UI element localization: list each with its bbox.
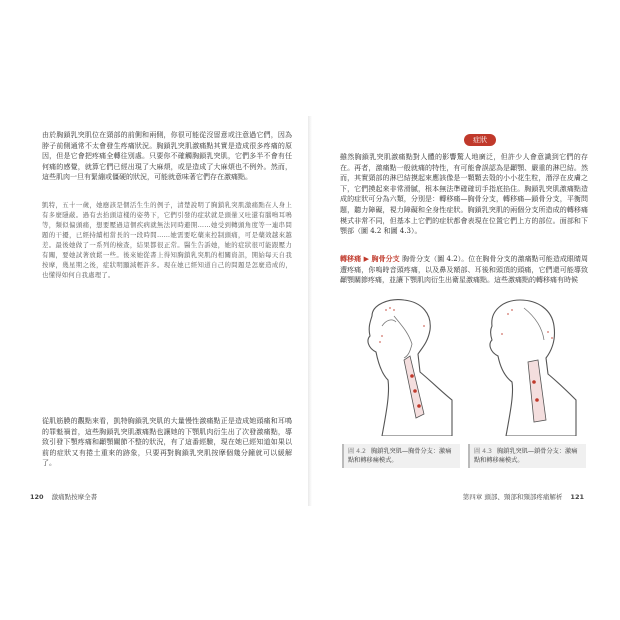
figure-4-2-caption [342, 444, 460, 468]
figure-4-2-illustration [342, 296, 462, 436]
right-paragraph-2-text: 胸骨分支（圖 4.2）。位在胸骨分支的激痛點可能造成眼睛周遭疼痛，你嗚時音頭疼痛，以及鼻及額部、耳後和頭頂的頭痛，它們還可能導致顳顎關節疼痛，並讓下顎肌肉衍生出衛星激痛點。這些激痛點的轉移痛有時候 [340, 255, 588, 285]
book-spread [22, 116, 598, 506]
trigger-point-marker [413, 389, 417, 393]
symptoms-badge: 症狀 [464, 134, 496, 146]
right-paragraph-1: 雖然胸鎖乳突肌激痛點對人體的影響驚人地廣泛，但許少人會意識到它們的存在。再者，激痛點一般就痛的特性，有可能會誤認為是顳顎、嚴重的淋巴結。然而，其實頸部的淋巴結摸起來應該像是一顆顆去殼的小小花生粒，潛浮在皮膚之下，它們摸起來非常滑膩，根本無法準確確切手指底掐住。胸鎖乳突肌激痛點造成的症狀可分為六類，分別是：轉移痛—胸骨分支，轉移痛—鎖骨分支，平衡問題，聽力障礙，視力障礙和全身性症狀。胸鎖乳突肌的兩個分支所造成的轉移痛模式非常不同，但基本上它們的症狀都會表現在位置它們上方的部位。面部和下顎部（圖 4.2 和圖 4.3）。 [340, 153, 588, 236]
right-page-number: 121 [570, 493, 584, 501]
figure-4-2-text: 胸鎖乳突肌—胸骨分支：激痛點和轉移痛模式。 [348, 448, 452, 464]
right-footer [463, 492, 590, 501]
left-page-number: 120 [30, 493, 44, 501]
figure-4-3-tag: 圖 4.3 [474, 448, 492, 455]
left-paragraph-3: 從肌筋膜的觀點來看，凱特胸鎖乳突肌的大量慢性激痛點正是造成她頭痛和耳鳴的罪魁禍首，這些胸鎖乳突肌激痛點也讓她的下顎肌肉衍生出了次發激痛點，導致引發下顎疼痛和顳顎關節不整的狀況，有了這番經驗，現在她已經知道如果以前的症狀又有捲土重來的跡象，只要再對胸鎖乳突肌按摩個幾分鐘就可以緩解了。 [42, 417, 292, 468]
left-footer [30, 492, 97, 501]
left-running-head: 激痛點按摩全書 [51, 493, 98, 501]
figure-4-3-illustration [468, 296, 588, 436]
trigger-point-marker [417, 404, 421, 408]
figure-4-3-caption [468, 444, 586, 468]
trigger-point-marker [532, 380, 536, 384]
left-page [22, 116, 308, 506]
trigger-point-marker [535, 398, 539, 402]
case-story-paragraph: 凱特，五十一歲，她應該是個活生生的例子，清楚說明了胸鎖乳突肌激痛點在人身上有多麼隱蔽。過有去抬頭這樣的姿勢下，它們引發的症狀就是頭暈又吐還有腦鳴耳鳴等，類似偏頭痛，想要壓過這個疾病就無法同時避開……她受到轉頭角度等一連串問題的干擾，已經持續相當長的一段時間……她需要吃藥來控制頭痛，可是藥效越來越差。最後她做了一系列的檢查，結果都很正常。醫生告訴她，她的症狀很可能跟壓力有關，要她試著放鬆一些。後來她從書上得知胸鎖乳突肌的相關資訊，開始每天自我按摩，幾星期之後，症狀明顯減輕許多。現在她已經知道自己的問題是怎麼造成的，也懂得如何自我處理了。 [42, 201, 292, 279]
right-running-head: 第四章 頭部、頸部和頸部疼痛解析 [462, 493, 563, 501]
right-page [312, 116, 598, 506]
transfer-pain-label: 轉移痛 ▶ 胸骨分支 [340, 254, 400, 263]
figure-4-3-text: 胸鎖乳突肌—鎖骨分支：激痛點和轉移痛模式。 [474, 448, 578, 464]
right-paragraph-2 [340, 254, 588, 286]
left-paragraph-1: 由於胸鎖乳突肌位在頸部的前側和兩側，你很可能從沒留意或注意過它們，因為脖子前側通常不太會發生疼痛狀況。胸鎖乳突肌激痛點其實是造成很多疼痛的原因，但是它會把疼痛全轉往別處。只要你不確觸胸鎖乳突肌，它們多半不會有任何痛的感覺，就算它們已經出現了大麻煩，或是造成了大麻煩也不例外。然而，這些肌肉一旦有緊繃或僵硬的狀況，可能就意味著它們存在激痛點。 [42, 131, 292, 182]
trigger-point-marker [410, 374, 414, 378]
figure-4-2-tag: 圖 4.2 [348, 448, 366, 455]
